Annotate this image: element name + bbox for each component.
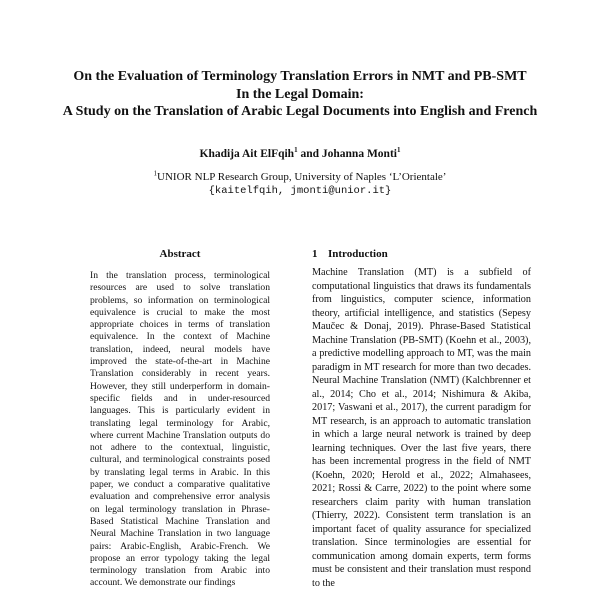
author-emails: {kaitelfqih, jmonti@unior.it} [208, 185, 392, 197]
section-title: Introduction [328, 248, 388, 260]
abstract-text: In the translation process, terminological resources are used to solve translation problems, so information on terminological equivalence is crucial to make the most appropriate choices in terms of translation equivalence. In the context of Machine translation, indeed, neural models have improved the state-of-the-art in Machine Translation considerably in recent years. However, they still underperform in domain-specific fields and in under-resourced languages. This is particularly evident in translating legal terminology for Arabic, where current Machine Translation outputs do not adhere to the contextual, linguistic, cultural, and terminological constraints posed by translating legal terms in Arabic. In this paper, we conduct a comparative qualitative evaluation and comprehensive error analysis on legal terminology translation in Phrase-Based Statistical Machine Translation and Neural Machine Translation in two language pairs: Arabic-English, Arabic-French. We propose an error typology taking the legal terminology translation from Arabic into account. We demonstrate our findings [90, 270, 270, 589]
author-connector: and [297, 148, 322, 160]
section-number: 1 [312, 248, 318, 260]
introduction-text: Machine Translation (MT) is a subfield of computational linguistics that draws its fundamentals from linguistics, computer science, information theory, artificial intelligence, and statistics (Sepesy Maučec & Donaj, 2019). Phrase-Based Statistical Machine Translation (PB-SMT) (Koehn et al., 2003), a predictive modelling approach to MT, was the main paradigm in MT research for more than two decades. Neural Machine Translation (NMT) (Kalchbrenner et al., 2014; Cho et al., 2014; Nishimura & Akiba, 2017; Vaswani et al., 2017), the current paradigm for MT research, is an approach to automatic translation in which a large neural network is trained by deep learning techniques. Over the last five years, there has been incremental progress in the field of NMT (Koehn, 2020; Herold et al., 2022; Almahasees, 2021; Rossi & Carre, 2022) to the point where some researchers claim parity with human translation (Thierry, 2022). Consistent term translation is an important facet of quality assurance for specialized translation. Since terminologies are essential for communication among domain experts, term forms must be consistent and their translation must respond to the [312, 267, 531, 589]
affiliation-text: UNIOR NLP Research Group, University of Naples ‘L’Orientale’ [157, 171, 447, 183]
introduction-heading [312, 248, 532, 260]
title-line-1: On the Evaluation of Terminology Translation Errors in NMT and PB-SMT [73, 69, 527, 84]
title-line-3: A Study on the Translation of Arabic Legal Documents into English and French [62, 104, 538, 119]
affiliation [0, 170, 600, 184]
paper-title [0, 68, 600, 121]
author-affiliation-mark: 1 [396, 146, 401, 155]
affiliation-block [0, 170, 600, 198]
author-list [0, 148, 600, 160]
title-line-2: In the Legal Domain: [236, 86, 364, 102]
affiliation-mark: 1 [153, 169, 158, 178]
author-affiliation-mark: 1 [294, 146, 298, 155]
author-name: Khadija Ait ElFqih [199, 148, 295, 160]
author-name: Johanna Monti [321, 148, 397, 160]
abstract-heading: Abstract [159, 248, 201, 260]
